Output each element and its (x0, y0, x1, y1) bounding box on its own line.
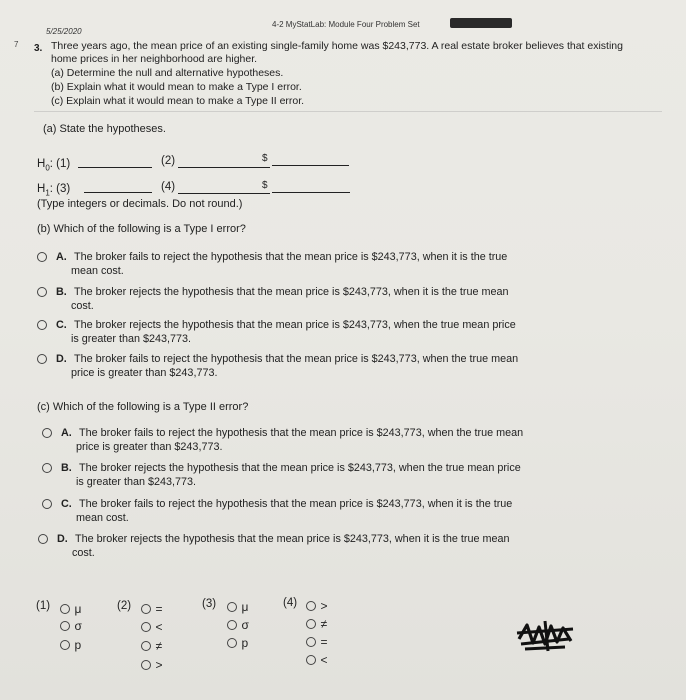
choice-g3-mu[interactable]: μ (227, 598, 248, 616)
radio-button[interactable] (42, 428, 52, 438)
choice-g3-p[interactable]: p (227, 634, 248, 652)
h0-subscript: 0 (45, 163, 50, 173)
redaction-bar (450, 18, 512, 28)
h1-blank1[interactable] (84, 180, 152, 193)
radio-button[interactable] (37, 287, 47, 297)
choice-group-1-label: (1) (36, 600, 51, 612)
radio-button[interactable] (38, 534, 48, 544)
h0-blank1[interactable] (78, 155, 152, 168)
choice-g2-not-equal[interactable]: ≠ (141, 637, 162, 655)
choice-g2-less[interactable]: < (141, 618, 162, 636)
choice-group-4-label: (4) (283, 597, 298, 609)
h0-blank2-label: (2) (161, 155, 176, 167)
choice-g2-greater[interactable]: > (141, 656, 162, 674)
choice-g2-equal[interactable]: = (141, 600, 162, 618)
type2-option-a[interactable]: A. The broker fails to reject the hypothesis that the mean price is $243,773, when the true mean price is greater than $243,773. (42, 426, 523, 454)
type2-option-c[interactable]: C. The broker fails to reject the hypothesis that the mean price is $243,773, when it is the true mean cost. (42, 497, 512, 525)
radio-button[interactable] (37, 320, 47, 330)
choice-g4-greater[interactable]: > (306, 597, 327, 615)
type1-option-b[interactable]: B. The broker rejects the hypothesis that the mean price is $243,773, when it is the true mean cost. (37, 285, 509, 313)
radio-button[interactable] (37, 252, 47, 262)
print-date: 5/25/2020 (46, 27, 82, 36)
choice-g3-sigma[interactable]: σ (227, 616, 249, 634)
question-number: 3. (34, 43, 43, 54)
h0-label: H (37, 158, 46, 170)
input-note: (Type integers or decimals. Do not round.) (37, 198, 243, 210)
question-part-b: (b) Explain what it would mean to make a Type I error. (51, 81, 302, 93)
assignment-title: 4-2 MyStatLab: Module Four Problem Set (272, 20, 420, 29)
radio-button[interactable] (37, 354, 47, 364)
type1-option-a[interactable]: A. The broker fails to reject the hypothesis that the mean price is $243,773, when it is the true mean cost. (37, 250, 507, 278)
question-part-a: (a) Determine the null and alternative hypotheses. (51, 67, 284, 79)
question-part-c: (c) Explain what it would mean to make a Type II error. (51, 95, 305, 107)
h1-blank1-label: : (3) (49, 183, 71, 195)
h0-blank2[interactable] (178, 155, 270, 168)
h1-value-input[interactable] (272, 180, 350, 193)
question-text-line1: Three years ago, the mean price of an existing single-family home was $243,773. A real estate broker believes that existing (51, 40, 623, 52)
type1-option-d[interactable]: D. The broker fails to reject the hypothesis that the mean price is $243,773, when the true mean price is greater than $243,773. (37, 352, 518, 380)
h1-label: H (37, 183, 46, 195)
h1-blank2-label: (4) (161, 181, 176, 193)
h0-value-input[interactable] (272, 153, 349, 166)
h1-subscript: 1 (45, 188, 50, 198)
choice-g4-less[interactable]: < (306, 651, 327, 669)
question-text-line2: home prices in her neighborhood are higher. (51, 53, 258, 65)
type2-option-d[interactable]: D. The broker rejects the hypothesis that the mean price is $243,773, when it is the true mean cost. (38, 532, 510, 560)
h1-blank2[interactable] (178, 181, 270, 194)
page-number: 7 (14, 40, 19, 49)
radio-button[interactable] (42, 499, 52, 509)
choice-group-3-label: (3) (202, 598, 217, 610)
radio-button[interactable] (42, 463, 52, 473)
h0-row (37, 157, 70, 175)
h0-dollar: $ (262, 153, 268, 164)
type1-option-c[interactable]: C. The broker rejects the hypothesis that the mean price is $243,773, when the true mean price is greater than $243,773. (37, 318, 516, 346)
choice-g1-mu[interactable]: μ (60, 600, 81, 618)
type2-option-b[interactable]: B. The broker rejects the hypothesis that the mean price is $243,773, when the true mean price is greater than $243,773. (42, 461, 521, 489)
choice-g1-p[interactable]: p (60, 636, 81, 654)
section-divider (34, 111, 662, 112)
h1-dollar: $ (262, 180, 268, 191)
choice-group-2-label: (2) (117, 600, 132, 612)
choice-g1-sigma[interactable]: σ (60, 617, 82, 635)
part-b-heading: (b) Which of the following is a Type I error? (37, 223, 246, 235)
choice-g4-not-equal[interactable]: ≠ (306, 615, 327, 633)
scribble-redaction-icon (515, 617, 577, 653)
part-a-heading: (a) State the hypotheses. (43, 123, 166, 135)
h0-blank1-label: : (1) (49, 158, 71, 170)
part-c-heading: (c) Which of the following is a Type II error? (37, 401, 249, 413)
choice-g4-equal[interactable]: = (306, 633, 327, 651)
